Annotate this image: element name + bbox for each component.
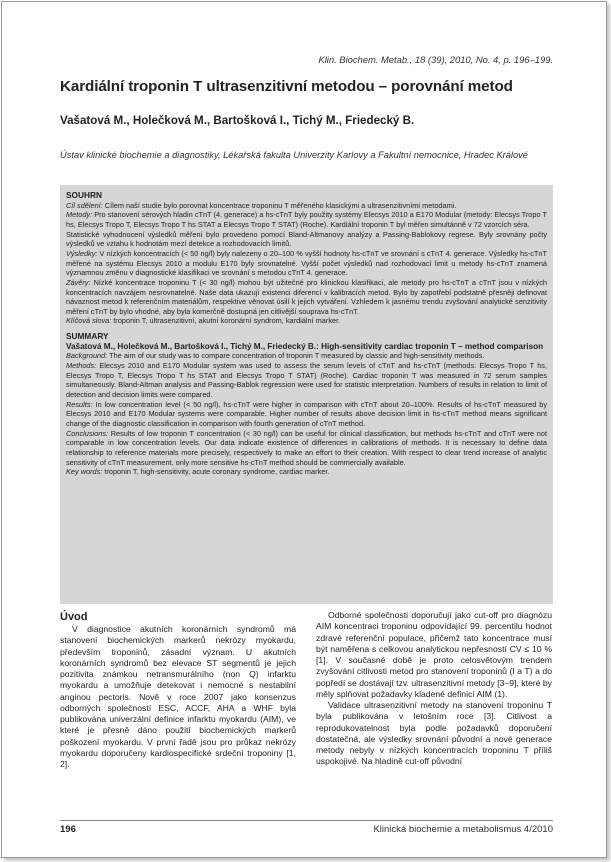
souhrn-vysledky-label: Výsledky: [66,248,98,258]
summary-methods-text: Elecsys 2010 and E170 Modular system was used to assess the serum levels of cTnT and hs-cTnT (methods: Elecsys Tropo T hs, Elecsys Tropo T, Elecsys Tropo T hs STAT and Elecsys Tropo T STAT) (Roche). Cardiac troponin T was measured in 72 serum samples simultaneously. Bland-Altman analysis and Passing-Bablok regression were used for statistic interpretation. Numbers of results in relation to limit of detection and decision limits were compared. [66,361,547,400]
summary-background-text: The aim of our study was to compare concentration of troponin T measured by classic and high-sensitivity methods. [107,351,485,361]
souhrn-metody [66,210,547,229]
summary-background-label: Background: [66,351,108,361]
souhrn-metody-2: Statistické vyhodnocení výsledků měření bylo provedeno pomocí Bland-Altmanovy analýzy a Passing-Bablokovy regrese. Byly srovnány počty výsledků ve vztahu k hodnotám mezí detekce a rozhodovacích limitů. [66,229,547,249]
summary-subheading: Vašatová M., Holečková M., Bartošková I., Tichý M., Friedecký B.: High-sensitivity cardiac troponin T – method comparison [66,341,544,351]
journal-citation: Klin. Biochem. Metab., 18 (39), 2010, No. 4, p. 196–199. [318,54,553,65]
summary-results-text: In low concentration level (< 50 ng/l), hs-cTnT were higher in comparison with cTnT about 20–100%. Results of hs-cTnT measured by Elecsys 2010 and E170 Modular systems were comparable. Higher number of results above decision limit in hs-cTnT method means significant change of the diagnostic classification in comparison with fourth generation of cTnT method. [66,399,547,429]
summary-results-label: Results: [66,399,93,409]
body-paragraph: Validace ultrasenzitivní metody na stanovení troponinu T byla publikována v letošním roce [3]. Citlivost a reprodukovatelnost byla podle požadavků doporučení dostatečná, ale výsledky srovnání původní a nové generace metody nebyly v nízkých koncentracích troponinu T příliš uspokojivé. Na hladině cut-off původní [316,700,552,767]
article-authors: Vašatová M., Holečková M., Bartošková I., Tichý M., Friedecký B. [60,114,415,127]
body-paragraph: V diagnostice akutních koronárních syndromů má stanovení biochemických markerů nekrózy myokardu, především troponinů, zásadní význam. U akutních koronárních syndromů bez elevace ST segmentů je jejich pozitivita známkou netransmurálního (non Q) infarktu myokardu a umožňuje detekovat i nemocné s nestabilní anginou pectoris. Nově v roce 2007 jako konsenzus odborných společností ESC, ACCF, AHA a WHF byla publikována univerzální definice infarktu myokardu (AIM), ve které je přesně dáno použití biochemických markerů poškození myokardu. V první řadě jsou pro průkaz nekrózy myokardu doporučeny kardiospecifické srdeční troponiny [1, 2]. [60,624,296,769]
souhrn-metody-label: Metody: [66,210,93,220]
journal-footer: Klinická biochemie a metabolismus 4/2010 [373,824,553,835]
souhrn-cil [66,201,547,211]
summary-conclusions-label: Conclusions: [66,428,109,438]
souhrn-metody-text: Pro stanovení sérových hladin cTnT (4. generace) a hs-cTnT byly použity systémy Elecsys 2010 a E170 Modular (metody: Elecsys Tropo T hs, Elecsys Tropo T, Elecsys Tropo T hs STAT a Elecsys Tropo T STAT) (Roche). Kardiální troponin T byl měřen simultánně v 72 vzorcích séra. [66,210,547,229]
summary-methods-label: Methods: [66,361,97,371]
souhrn-klicova-label: Klíčová slova: [66,316,112,326]
souhrn-klicova-text: troponin T, ultrasenzitivní, akutní koronární syndrom, kardiální marker. [111,316,341,326]
souhrn-heading: SOUHRN [66,190,102,200]
souhrn-klicova-slova [66,316,547,326]
body-column-left [60,610,296,770]
souhrn-zaver [66,278,547,317]
author-affiliation: Ústav klinické biochemie a diagnostiky, Lékařská fakulta Univerzity Karlovy a Fakultní nemocnice, Hradec Králové [60,150,528,160]
souhrn-vysledky [66,249,547,278]
body-column-right [316,610,552,768]
summary-results [66,400,547,429]
footer-divider [60,820,553,821]
souhrn-cil-text: Cílem naší studie bylo porovnat koncentrace troponinu T měřeného klasickými a ultrasenzitivními metodami. [102,200,457,210]
section-heading-uvod: Úvod [60,611,88,623]
souhrn-cil-label: Cíl sdělení: [66,200,103,210]
abstract-box [60,185,553,604]
souhrn-zaver-text: Nízké koncentrace troponinu T (< 30 ng/l) mohou být užitečné pro klinickou klasifikaci, ale metody pro hs-cTnT a cTnT jsou v nízkých koncentracích navzájem nesrovnatelné. Naše data ukazují existenci diferencí v kalibracích metod. Bylo by zapotřebí podstatně přesněji definovat návaznost metod k referenčním materiálům, respektive věnovat úsilí k jejich vytváření. Vzhledem k jasnému trendu zvyšování analytické senzitivity měření cTnT by bylo vhodné, aby byla komerčně dostupná jen citlivější souprava hs-cTnT. [66,277,547,316]
summary-keywords-text: troponin T, high-sensitivity, acute coronary syndrome, cardiac marker. [102,467,330,477]
summary-background [66,351,547,361]
summary-methods [66,361,547,400]
summary-keywords-label: Key words: [66,467,103,477]
souhrn-zaver-label: Závěry: [66,277,91,287]
summary-conclusions [66,429,547,468]
page-number: 196 [60,824,76,835]
body-paragraph: Odborné společnosti doporučují jako cut-off pro diagnózu AIM koncentraci troponinu odpovídající 99. percentilu hodnot zdravé referenční populace, přičemž tato koncentrace musí být naměřena s celkovou analytickou nepřesností CV ≤ 10 % [1]. V současné době je proto celosvětovým trendem zvyšování citlivosti metod pro stanovení troponinů (I a T) a do popředí se dostávají tzv. ultrasenzitivní metody [3–9], které by měly splňovat požadavky kladené definicí AIM (1). [316,610,552,699]
article-title: Kardiální troponin T ultrasenzitivní metodou – porovnání metod [60,78,513,95]
summary-conclusions-text: Results of low troponin T concentration (< 30 ng/l) can be useful for clinical classification, but methods hs-cTnT and cTnT were not comparable in low concentration levels. Our data indicate existence of differences in calibrations of methods. It is necessary to define data relationship to reference materials more precisely, respectively to make an effort to their creation. With respect to clear trend increase of analytic sensitivity of cTnT measurement, only more sensitive hs-cTnT method should be commercially available. [66,428,547,467]
summary-heading: SUMMARY [66,331,109,342]
souhrn-vysledky-text: V nízkých koncentracích (< 50 ng/l) byly nalezeny o 20–100 % vyšší hodnoty hs-cTnT ve srovnání s cTnT 4. generace. Výsledky hs-cTnT měřené na systému Elecsys 2010 a modulu E170 byly srovnatelné. Vyšší počet výsledků nad rozhodovací limit u metody hs-cTnT znamená významnou změnu v diagnostické klasifikaci ve srovnání s metodou cTnT 4. generace. [66,248,547,278]
summary-keywords [66,467,547,477]
